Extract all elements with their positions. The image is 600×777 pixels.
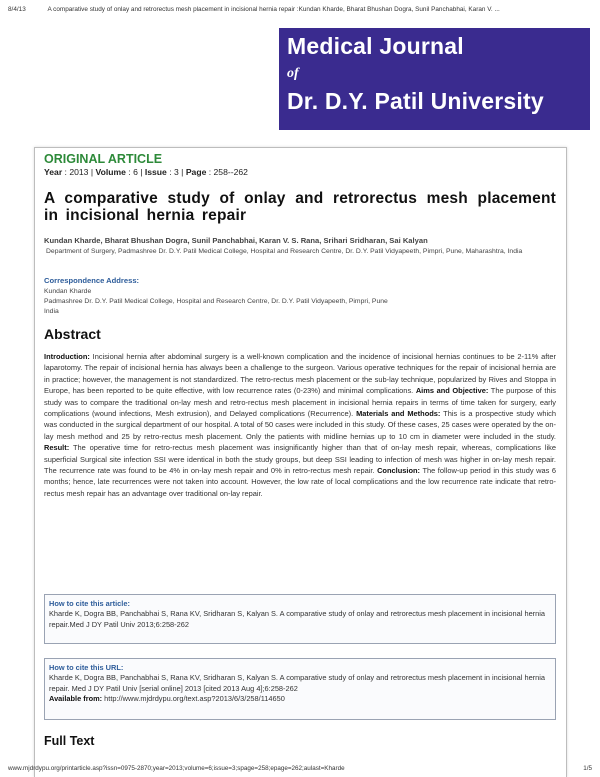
cite-url-box bbox=[44, 658, 556, 720]
cite-article-heading: How to cite this article: bbox=[49, 599, 130, 608]
year-label: Year bbox=[44, 167, 63, 177]
issue-label: Issue bbox=[144, 167, 167, 177]
affiliation: Department of Surgery, Padmashree Dr. D.Y. Patil Medical College, Hospital and Research Centre, Dr. D.Y. Patil Vidyapeeth, Pimpri, Pune, Maharashtra, India bbox=[46, 248, 523, 255]
journal-name-line3: Dr. D.Y. Patil University bbox=[287, 88, 544, 114]
journal-name-line1: Medical Journal bbox=[287, 33, 464, 59]
aims-text: The purpose of this study was to compare the traditional on-lay mesh and retro-rectus mesh placement in incisional hernia repairs in terms of time taken for surgery, early complications (wound infections, Mesh extrusion), and Delayed complications (Recurrence). bbox=[44, 386, 556, 419]
full-text-heading: Full Text bbox=[44, 734, 95, 748]
article-url-link[interactable]: http://www.mjdrdypu.org/text.asp?2013/6/3/258/114650 bbox=[102, 694, 285, 704]
correspondence-address bbox=[44, 287, 556, 317]
cite-article-box bbox=[44, 594, 556, 644]
volume-value: 6 bbox=[133, 167, 138, 177]
issue-value: 3 bbox=[174, 167, 179, 177]
cite-article-text: Kharde K, Dogra BB, Panchabhai S, Rana KV, Sridharan S, Kalyan S. A comparative study of onlay and retrorectus mesh placement in incisional hernia repair.Med J DY Patil Univ 2013;6:258-262 bbox=[49, 609, 546, 629]
cite-url-heading: How to cite this URL: bbox=[49, 663, 124, 672]
journal-banner[interactable] bbox=[279, 28, 590, 130]
cite-url-text: Kharde K, Dogra BB, Panchabhai S, Rana KV, Sridharan S, Kalyan S. A comparative study of onlay and retrorectus mesh placement in incisional hernia repair. Med J DY Patil Univ [serial online] 2013 [cited 2013 Aug 4];6:258-262 bbox=[49, 673, 546, 693]
intro-text: Incisional hernia after abdominal surgery is a well-known complication and the incidence of incisional hernias continues to be 2-11% after laparotomy. The repair of incisional hernia has always been a challenge to the surgeon. Various operative techniques for the repair of incisional hernia are in practice; however, the management is not standardized. The retro-rectus mesh placement or the sub-lay technique, popularized by Rives and Stoppa in Europe, has been reported to be quite effective, with low recurrence rates (0-23%) and minimal complications. bbox=[44, 352, 556, 396]
article-type-label: ORIGINAL ARTICLE bbox=[44, 152, 163, 166]
article-title: A comparative study of onlay and retrorectus mesh placement in incisional hernia repair bbox=[44, 190, 556, 224]
correspondence-name: Kundan Kharde bbox=[44, 288, 92, 295]
author-list: Kundan Kharde, Bharat Bhushan Dogra, Sunil Panchabhai, Karan V. S. Rana, Srihari Sridharan, Sai Kalyan bbox=[44, 236, 428, 245]
methods-text: This is a prospective study which was conducted in the surgical department of our hospital. A total of 50 cases were included in this study. Of these cases, 25 cases were operated by the on-lay mesh method and 25 by retro-rectus mesh placement. Only the patients with midline hernias up to 10 cm in diameter were included in the study. bbox=[44, 409, 557, 441]
correspondence-heading: Correspondence Address: bbox=[44, 276, 140, 285]
aims-label: Aims and Objective: bbox=[415, 386, 489, 396]
conclusion-text: The follow-up period in this study was 6 months; hence, late recurrences were not taken into account. However, the low rate of local complications and the low recurrence rate indicate that retro-rectus mesh repair has an advantage over traditional on-lay repair. bbox=[44, 466, 556, 498]
abstract-body bbox=[44, 351, 556, 499]
conclusion-label: Conclusion: bbox=[377, 466, 421, 476]
intro-label: Introduction: bbox=[44, 352, 90, 361]
result-label: Result: bbox=[44, 443, 70, 453]
available-from bbox=[49, 694, 551, 704]
print-footer bbox=[8, 765, 592, 775]
volume-label: Volume bbox=[95, 167, 126, 177]
print-date: 8/4/13 bbox=[8, 6, 26, 13]
correspondence-country: India bbox=[44, 308, 59, 315]
available-label: Available from: bbox=[49, 694, 103, 704]
methods-label: Materials and Methods: bbox=[356, 409, 441, 419]
print-page-title: A comparative study of onlay and retrorectus mesh placement in incisional hernia repair :Kundan Kharde, Bharat Bhushan Dogra, Sunil Panchabhai, Karan V. ... bbox=[47, 6, 500, 13]
page-number: 1/5 bbox=[583, 765, 592, 772]
year-value: 2013 bbox=[69, 167, 89, 177]
correspondence-institution: Padmashree Dr. D.Y. Patil Medical College, Hospital and Research Centre, Dr. D.Y. Patil Vidyapeeth, Pimpri, Pune bbox=[44, 298, 388, 305]
page-label: Page bbox=[185, 167, 207, 177]
page-range: 258--262 bbox=[213, 167, 248, 177]
result-text: The operative time for retro-rectus mesh placement was insignificantly higher than that of on-lay mesh repair, whereas, complications like superficial Surgical site infection SSI were identical in both the study groups, but deep SSI leading to infection of mesh was higher in on-lay mesh repair. The recurrence rate was found to be 4% in on-lay mesh repair and 0% in retro-rectus mesh repair. bbox=[44, 443, 556, 476]
print-header bbox=[8, 6, 592, 18]
footer-url: www.mjdrdypu.org/printarticle.asp?issn=0975-2870;year=2013;volume=6;issue=3;spage=258;epage=262;aulast=Kharde bbox=[8, 765, 345, 772]
journal-name-line2: of bbox=[287, 66, 299, 81]
article-meta: Year : 2013 | Volume : 6 | Issue : 3 | Page : 258--262 bbox=[44, 167, 248, 177]
abstract-heading: Abstract bbox=[44, 326, 101, 342]
